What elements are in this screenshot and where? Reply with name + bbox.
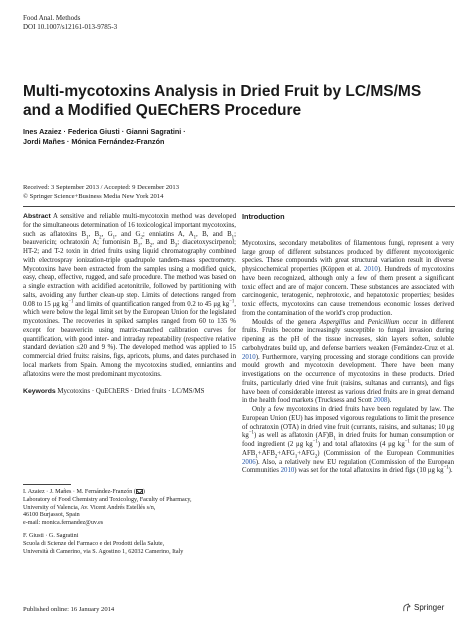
publisher-logo	[402, 603, 444, 612]
introduction-paragraph-3: Only a few mycotoxins in dried fruits have been regulated by law. The European Union (EU) has imposed vigorous regulations to limit the presence of ochratoxin (OTA) in dried vine fruit (currants, raisins, and sultanas; 10 μg $kg^{-1}$) as well as aflatoxin $(AF)B_1$ in dried fruits for human consumption or food ingredient (2 μg $kg^{-1}$) and total aflatoxins (4 μg $kg^{-1}$ for the sum of $AFB_1+AFB_2+AFG_1+AFG_2$) (Commission of the European Communities 2006). Also, a relatively new EU regulation (Commission of the European Communities 2010) was set for the total aflatoxins in dried figs (10 μg $kg^{-1}$).	[242, 406, 454, 475]
journal-name: Food Anal. Methods	[23, 14, 81, 22]
affiliation-1-email[interactable]: e-mail: monica.fernandez@uv.es	[23, 520, 104, 527]
right-column	[242, 213, 454, 476]
abstract-label: Abstract	[23, 213, 51, 220]
publisher-name: Springer	[414, 603, 445, 612]
article-title	[23, 82, 443, 120]
received-accepted: Received: 3 September 2013 / Accepted: 9 December 2013	[23, 184, 179, 191]
affiliation-2-authors: F. Giusti · G. Sagratini	[23, 533, 79, 539]
envelope-icon	[136, 489, 143, 494]
affiliation-2-university: Università di Camerino, via S. Agostino 1, 62032 Camerino, Italy	[23, 548, 184, 555]
affiliation-2-school: Scuola di Scienze del Farmaco e dei Prodotti della Salute,	[23, 540, 165, 547]
affiliation-1-city: 46100 Burjassot, Spain	[23, 512, 80, 519]
copyright-notice: © Springer Science+Business Media New York 2014	[23, 192, 164, 200]
introduction-paragraph-2: Moulds of the genera Aspergillus and Penicillium occur in different fruits. Fruits become increasingly susceptible to fungal invasion during ripening as the pH of the tissue increases, skin layers soften, soluble carbohydrates build up, and defense barriers weaken (Fernández-Cruz et al. 2010). Furthermore, varying processing and storage conditions can provide mould growth and mycotoxin development. There have been many investigations on the occurrence of mycotoxins in these products. Dried fruits, particularly dried vine fruit (raisins, sultanas and currants), and figs have been of considerable interest as various dried fruits are in great demand in the health food markets (Trucksess and Scott 2008).	[242, 318, 455, 405]
citation-link[interactable]: 2010	[242, 353, 256, 361]
affiliation-1-lab: Laboratory of Food Chemistry and Toxicology, Faculty of Pharmacy,	[23, 496, 192, 503]
article-title-line-1: Multi-mycotoxins Analysis in Dried Fruit by LC/MS/MS	[23, 83, 422, 100]
published-online: Published online: 16 January 2014	[23, 606, 115, 613]
affiliation-1-authors: I. Azaiez · J. Mañes · M. Fernández-Franzón ( )	[23, 489, 145, 495]
introduction-heading: Introduction	[242, 212, 285, 221]
citation-link[interactable]: 2008	[373, 397, 388, 405]
abstract: Abstract A sensitive and reliable multi-mycotoxin method was developed for the simultaneous determination of 16 toxicological important mycotoxins, such as aflatoxins $B_1$, $B_2$, $G_1$, and $G_2$; enniatins A, $A_1$, B, and $B_1$; beauvericin; ochratoxin A; fumonisin $B_1$, $B_2$, and $B_3$; diacetoxyscirpenol; HT-2; and T-2 toxin in dried fruits using liquid chromatography combined with electrospray ionization-triple quadrupole tandem-mass spectrometry. Mycotoxins have been extracted from the samples using a modified quick, easy, cheap, effective, rugged, and safe procedure. The method was based on a single extraction with acidified acetonitrile, followed by partitioning with salts, avoiding any further clean-up step. Limits of detections ranged from 0.08 to 15 μg $kg^{-1}$ and limits of quantification ranged from 0.2 to 45 μg $kg^{-1}$, which were below the legal limit set by the European Union for the legislated mycotoxines. The recoveries in spiked samples ranged from 60 to 135 % except for beauvericin using matrix-matched calibration curves for quantification, with good inter- and intraday repeatability (respective relative standard deviation ≤20 and 9 %). The developed method was applied to 15 commercial dried fruits: raisins, figs, apricots, plums, and dates purchased in local markets from Spain. Among the mycotoxins studied, enniantins and aflatoxins were the most predominant mycotoxins.	[23, 213, 236, 378]
affiliation-1	[23, 488, 236, 528]
author-line-2: Jordi Mañes · Mónica Fernández-Franzón	[23, 137, 165, 146]
left-column	[23, 213, 236, 397]
affiliation-1-university: University of Valencia, Av. Vicent Andrés Estellés s/n,	[23, 504, 156, 511]
keywords-label: Keywords	[23, 388, 56, 396]
author-line-1: Ines Azaiez · Federica Giusti · Gianni Sagratini ·	[23, 127, 186, 136]
introduction-paragraph-1: Mycotoxins, secondary metabolites of filamentous fungi, represent a very large group of different substances produced by different mycotoxigenic species. These compounds with great structural variation result in diverse physicochemical properties (Köppen et al. 2010). Hundreds of mycotoxins have been recognized, although only a few of them present a significant toxic effect and are of major concern. These substances are associated with carcinogenic, teratogenic, nephrotoxic, and hepatotoxic properties; besides toxic effects, mycotoxins can cause tremendous economic losses derived from the contamination of the world's crop production.	[242, 239, 454, 317]
article-title-line-2: and a Modified QuEChERS Procedure	[23, 102, 302, 119]
keywords-text: Mycotoxins · QuEChERS · Dried fruits · LC/MS/MS	[55, 388, 205, 396]
header-divider	[23, 206, 455, 207]
citation-link[interactable]: 2010	[364, 266, 378, 273]
springer-horse-icon	[402, 603, 411, 612]
footnote-divider	[23, 484, 71, 485]
article-dates	[23, 184, 179, 201]
journal-doi[interactable]: DOI 10.1007/s12161-013-9785-3	[23, 23, 118, 31]
citation-link[interactable]: 2006	[242, 458, 256, 466]
citation-link[interactable]: 2010	[280, 467, 295, 475]
author-list	[23, 127, 323, 147]
keywords	[23, 388, 236, 397]
affiliation-2	[23, 533, 236, 556]
journal-header	[23, 14, 117, 32]
